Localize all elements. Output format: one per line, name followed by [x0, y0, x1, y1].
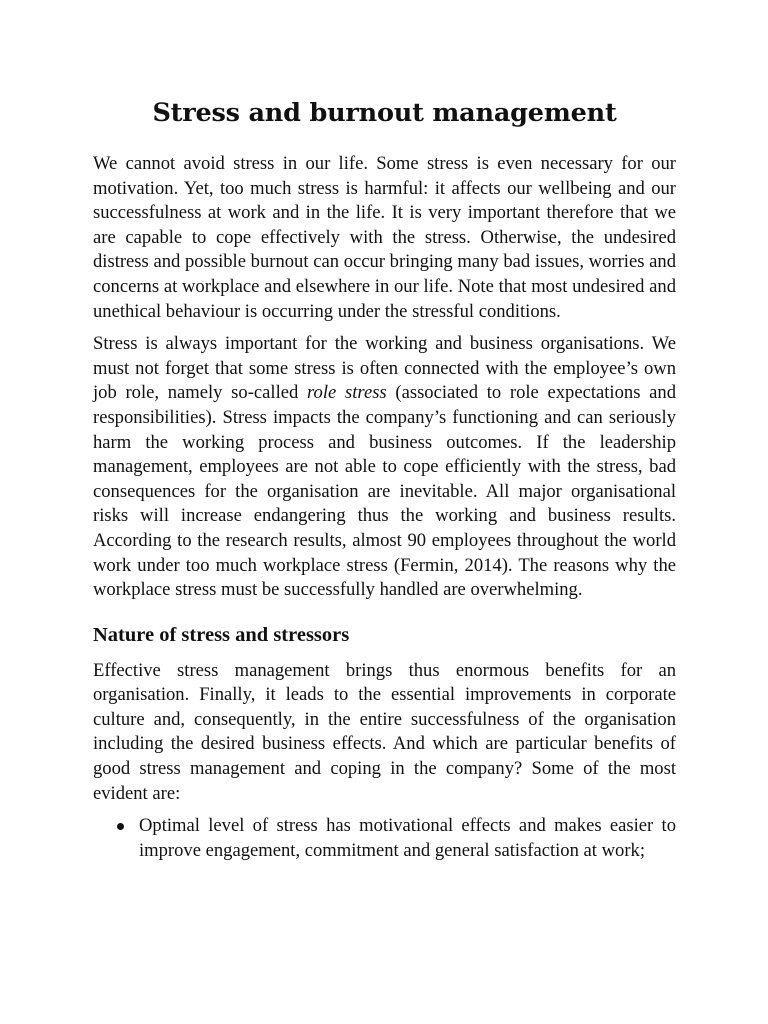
paragraph-organisations-text-b: (associated to role expectations and responsibilities). Stress impacts the company’s functioning and can seriously harm the working process and business outcomes. If the leadership management, employees are not able to cope efficiently with the stress, bad consequences for the organisation are inevitable. All major organisational risks will increase endangering thus the working and business results. According to the research results, almost 90 employees throughout the world work under too much workplace stress (Fermin, 2014). The reasons why the workplace stress must be successfully handled are overwhelming.	[93, 382, 676, 601]
section-heading: Nature of stress and stressors	[93, 623, 350, 646]
benefits-list	[93, 814, 676, 863]
document-title: Stress and burnout management	[152, 98, 617, 128]
bullet-dot-icon	[117, 823, 124, 830]
paragraph-organisations	[93, 332, 676, 603]
paragraph-intro: We cannot avoid stress in our life. Some stress is even necessary for our motivation. Yet, too much stress is harmful: it affects our wellbeing and our successfulness at work and in the life. It is very important therefore that we are capable to cope effectively with the stress. Otherwise, the undesired distress and possible burnout can occur bringing many bad issues, worries and concerns at workplace and elsewhere in our life. Note that most undesired and unethical behaviour is occurring under the stressful conditions.	[93, 153, 676, 322]
document-page	[93, 0, 676, 863]
paragraph-organisations-text-a: Stress is always important for the working and business organisations. We must not forget that some stress is often connected with the employee’s own job role, namely so-called	[93, 333, 676, 404]
paragraph-benefits: Effective stress management brings thus enormous benefits for an organisation. Finally, it leads to the essential improvements in corporate culture and, consequently, in the entire successfulness of the organisation including the desired business effects. And which are particular benefits of good stress management and coping in the company? Some of the most evident are:	[93, 659, 676, 804]
role-stress-term: role stress	[307, 382, 387, 404]
list-item	[93, 814, 676, 863]
list-item-text: Optimal level of stress has motivational effects and makes easier to improve engagement, commitment and general satisfaction at work;	[139, 815, 676, 861]
